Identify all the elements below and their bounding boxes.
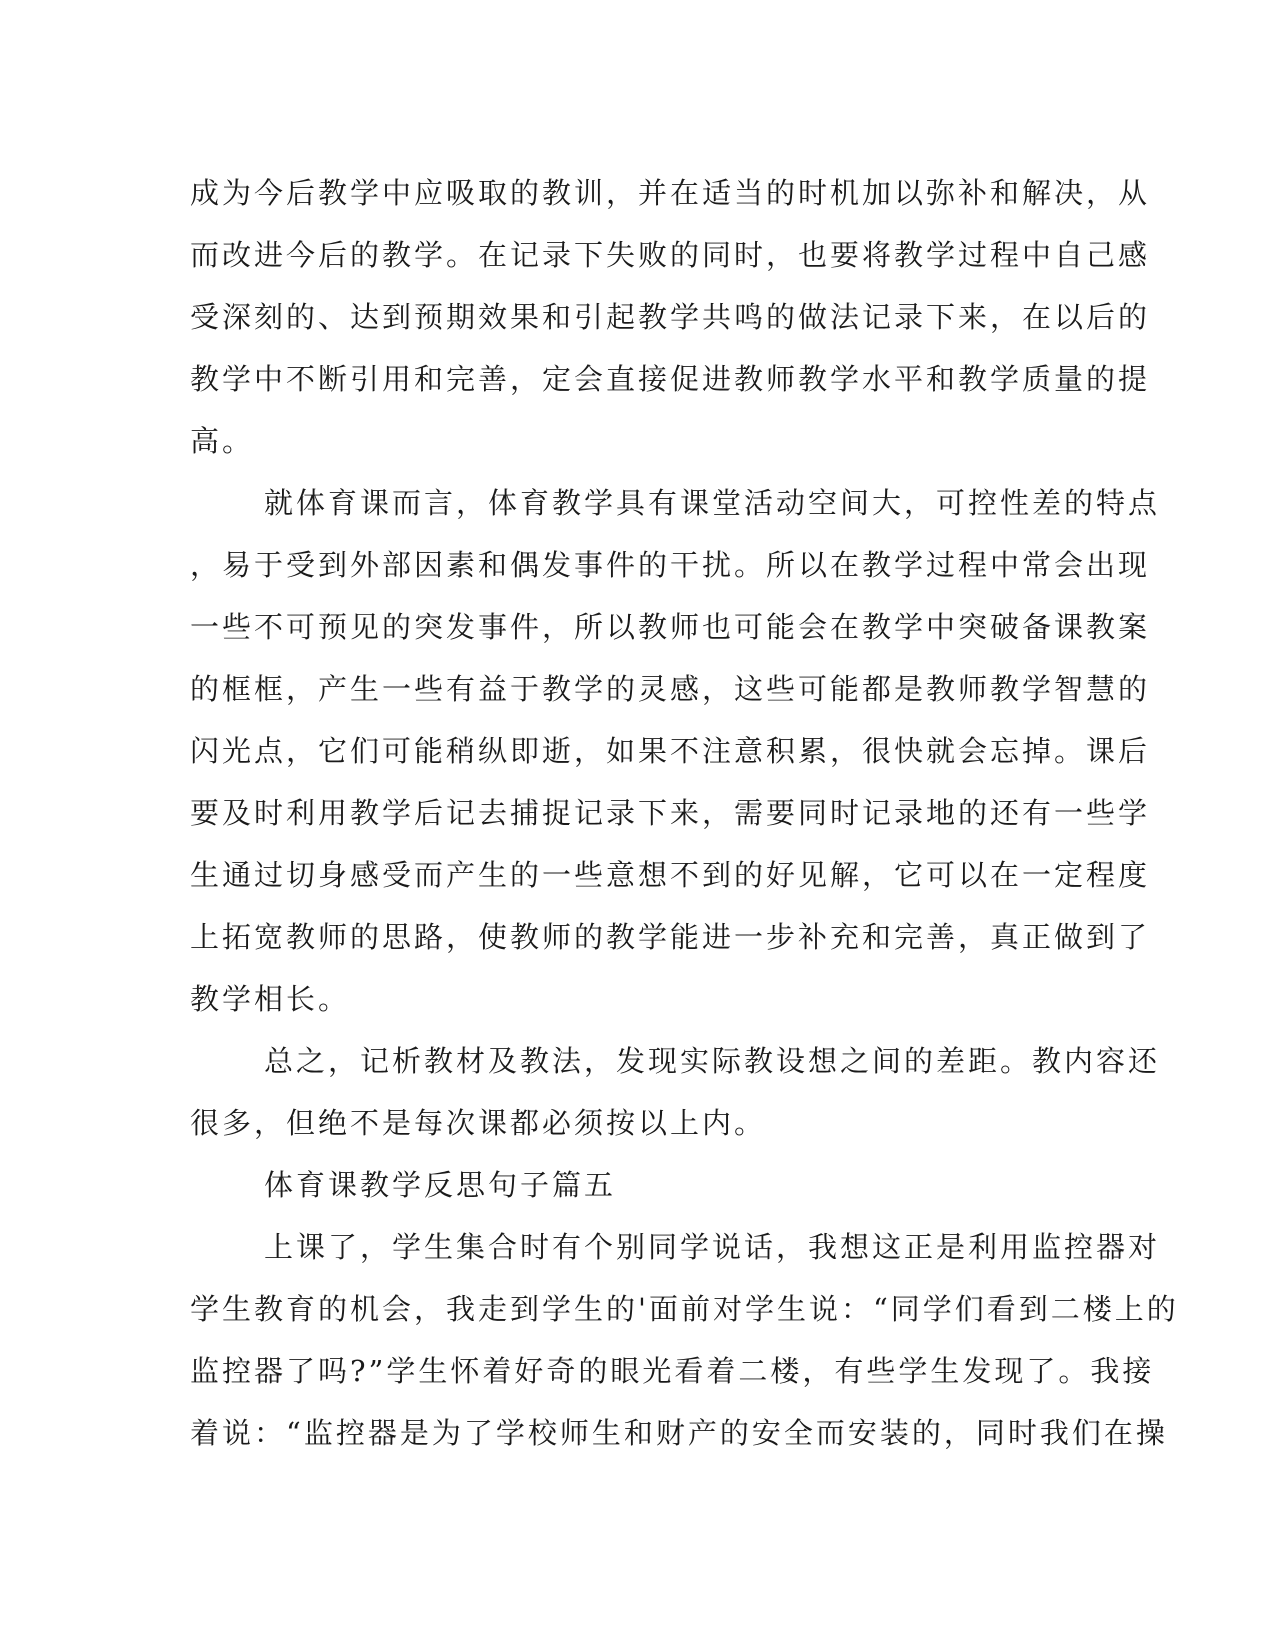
text-line: ，易于受到外部因素和偶发事件的干扰。所以在教学过程中常会出现 bbox=[190, 548, 1151, 582]
text-line: 受深刻的、达到预期效果和引起教学共鸣的做法记录下来，在以后的 bbox=[190, 300, 1151, 334]
text-line: 学生教育的机会，我走到学生的'面前对学生说：“同学们看到二楼上的 bbox=[190, 1292, 1179, 1326]
text-line: 教学相长。 bbox=[190, 982, 351, 1016]
paragraph-start-line: 总之，记析教材及教法，发现实际教设想之间的差距。教内容还 bbox=[264, 1044, 1161, 1078]
text-line: 闪光点，它们可能稍纵即逝，如果不注意积累，很快就会忘掉。课后 bbox=[190, 734, 1151, 768]
text-line: 上拓宽教师的思路，使教师的教学能进一步补充和完善，真正做到了 bbox=[190, 920, 1151, 954]
text-line: 教学中不断引用和完善，定会直接促进教师教学水平和教学质量的提 bbox=[190, 362, 1151, 396]
text-line: 很多，但绝不是每次课都必须按以上内。 bbox=[190, 1106, 767, 1140]
text-line: 监控器了吗?”学生怀着好奇的眼光看着二楼，有些学生发现了。我接 bbox=[190, 1354, 1155, 1388]
text-line: 而改进今后的教学。在记录下失败的同时，也要将教学过程中自己感 bbox=[190, 238, 1151, 272]
text-line: 要及时利用教学后记去捕捉记录下来，需要同时记录地的还有一些学 bbox=[190, 796, 1151, 830]
section-heading: 体育课教学反思句子篇五 bbox=[264, 1168, 617, 1202]
paragraph-start-line: 上课了，学生集合时有个别同学说话，我想这正是利用监控器对 bbox=[264, 1230, 1161, 1264]
text-line: 的框框，产生一些有益于教学的灵感，这些可能都是教师教学智慧的 bbox=[190, 672, 1151, 706]
paragraph-start-line: 就体育课而言，体育教学具有课堂活动空间大，可控性差的特点 bbox=[264, 486, 1161, 520]
text-line: 生通过切身感受而产生的一些意想不到的好见解，它可以在一定程度 bbox=[190, 858, 1151, 892]
text-line: 成为今后教学中应吸取的教训，并在适当的时机加以弥补和解决，从 bbox=[190, 176, 1151, 210]
text-line: 一些不可预见的突发事件，所以教师也可能会在教学中突破备课教案 bbox=[190, 610, 1151, 644]
text-line: 着说：“监控器是为了学校师生和财产的安全而安装的，同时我们在操 bbox=[190, 1416, 1168, 1450]
document-body bbox=[190, 162, 1179, 1464]
text-line: 高。 bbox=[190, 424, 255, 458]
